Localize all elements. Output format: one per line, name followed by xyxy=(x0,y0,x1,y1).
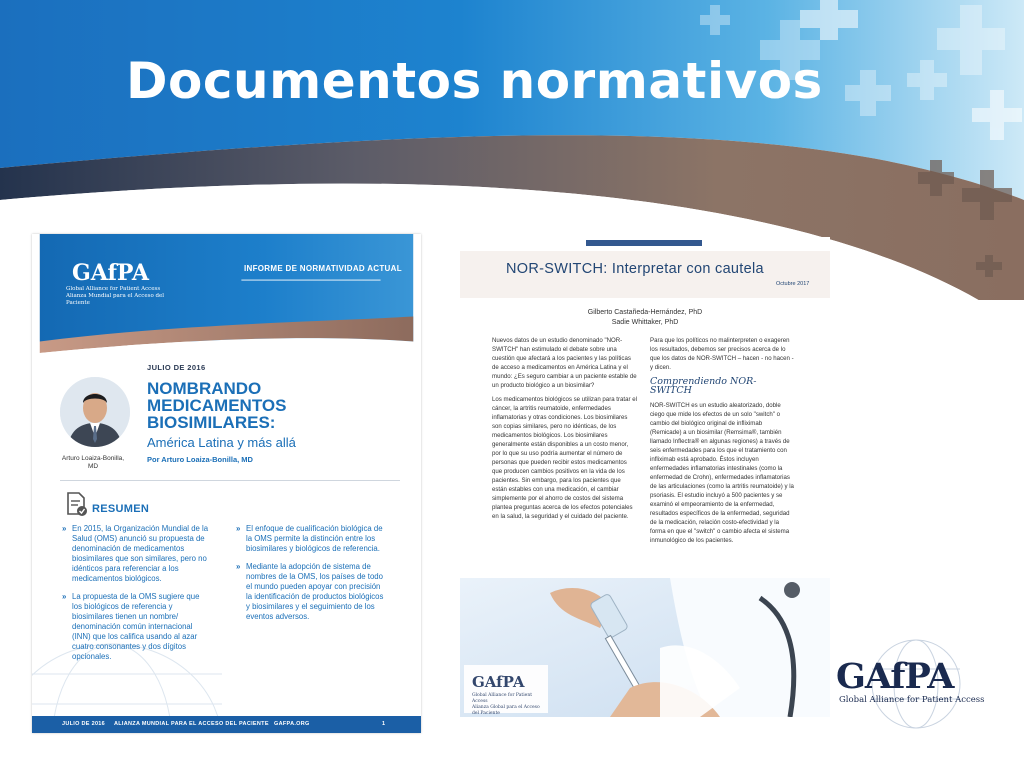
doc2-title: NOR-SWITCH: Interpretar con cautela xyxy=(506,261,764,277)
author-photo-caption: Arturo Loaiza-Bonilla, MD xyxy=(61,455,125,470)
paragraph: NOR-SWITCH es un estudio aleatorizado, doble ciego que mide los efectos de un solo "switch" o cambio del biológico original de infliximab (Remicade) a un biosimilar (Remsima®, también llamado Inflectra® en algunas regiones) a través de seis enfermedades para los que el tratamiento con infliximab está aprobado. Éstos incluyen enfermedades inflamatorias intestinales (como la enfermedad de Crohn), enfermedades inflamatorias de las articulaciones (como la artritis reumatoide) y la psoriasis. El estudio incluyó a 500 pacientes y se examinó el empeoramiento de la enfermedad, resultados específicos de la enfermedad, seguridad de la medicación, relación costo-efectividad y la forma en que el "switch" o cambio afecta el sistema inmunológico de los pacientes. xyxy=(650,402,794,544)
doc1-logo: GAfPA xyxy=(72,260,149,286)
gafpa-logo-text: GAfPA xyxy=(836,656,954,697)
doc2-accent-bar xyxy=(586,240,702,246)
doc1-date: JULIO DE 2016 xyxy=(147,363,206,372)
author-photo xyxy=(60,377,130,447)
doc2-date: Octubre 2017 xyxy=(776,281,810,287)
doc1-footer xyxy=(32,716,421,733)
paragraph: Nuevos datos de un estudio denominado "NOR-SWITCH" han estimulado el debate sobre una cuestión que afectará a los pacientes y las políticas de acceso a medicamentos en América Latina y el mundo: ¿Es seguro cambiar a un paciente estable de un producto biológico a un biosimilar? xyxy=(492,337,637,389)
footer-site: GAFPA.ORG xyxy=(274,721,310,727)
policy-document-norswitch xyxy=(460,237,830,717)
document-check-icon xyxy=(66,492,88,516)
doc2-column-right xyxy=(650,336,795,550)
paragraph: Los medicamentos biológicos se utilizan para tratar el cáncer, la artritis reumatoide, enfermedades inflamatorias y otras condiciones. Los biosimilares son copias similares, pero no idénticas, de los medicamentos biológicos. Los biosimilares generalmente están disponibles a un costo menor, por lo que su uso podría aumentar el número de personas que pueden recibir estos medicamentos que producen cambios positivos en la vida de los pacientes. Sin embargo, para los pacientes que están estables con una medicación, el cambiar simplemente por el ahorro de costos del sistema plantea preguntas acerca de los efectos potenciales en la salud, la seguridad y el cuidado del paciente. xyxy=(492,396,637,520)
summary-column-right xyxy=(236,524,384,630)
gafpa-logo xyxy=(836,634,1002,734)
doc1-headline: NOMBRANDO MEDICAMENTOS BIOSIMILARES: xyxy=(147,379,287,432)
gafpa-logo-tagline: Global Alliance for Patient Access xyxy=(839,695,985,705)
summary-bullet: » El enfoque de cualificación biológica de la OMS permite la distinción entre los biosimilares y biológicos de referencia. xyxy=(236,524,384,554)
doc1-subheadline: América Latina y más allá xyxy=(147,435,296,450)
doc1-divider xyxy=(60,480,400,481)
summary-bullet: » Mediante la adopción de sistema de nombres de la OMS, los países de todo el mundo pueden apoyar con precisión la identificación de productos biológicos y biosimilares y el seguimiento de los eventos adversos. xyxy=(236,562,384,622)
doc1-byline: Por Arturo Loaiza-Bonilla, MD xyxy=(147,455,253,464)
policy-document-biosimilars xyxy=(32,234,421,733)
summary-bullet: » La propuesta de la OMS sugiere que los biológicos de referencia y biosimilares tienen un nombre/ denominación común internacional (INN) que los califica usando al azar cuatro consonantes y dos dígitos opcionales. xyxy=(62,592,210,662)
doc2-logo: GAfPA Global Alliance for Patient Access Alianza Global para el Acceso del Paciente xyxy=(464,665,548,713)
slide-title: Documentos normativos xyxy=(126,52,823,110)
summary-bullet: » En 2015, la Organización Mundial de la Salud (OMS) anunció su propuesta de denominación de medicamentos biosimilares que son similares, pero no idénticos para referenciar a los medicamentos biológicos. xyxy=(62,524,210,584)
doc1-logo-subtitle: Global Alliance for Patient Access Alianza Mundial para el Acceso del Paciente xyxy=(66,286,165,306)
footer-org: ALIANZA MUNDIAL PARA EL ACCESO DEL PACIENTE xyxy=(114,721,269,727)
doc2-subheading: Comprendiendo NOR-SWITCH xyxy=(650,376,757,396)
paragraph: Para que los políticos no malinterpreten o exageren los resultados, debemos ser precisos acerca de lo que los datos de NOR-SWITCH – hacen - no hacen - y dicen. xyxy=(650,337,794,371)
doc2-column-left xyxy=(492,336,637,526)
summary-heading: RESUMEN xyxy=(92,503,150,515)
doc2-authors: Gilberto Castañeda-Hernández, PhD Sadie Whittaker, PhD xyxy=(587,309,703,326)
doc1-report-label: INFORME DE NORMATIVIDAD ACTUAL xyxy=(244,264,402,273)
footer-page-number: 1 xyxy=(382,721,386,727)
summary-column-left xyxy=(62,524,210,670)
footer-date: JULIO DE 2016 xyxy=(62,721,106,727)
